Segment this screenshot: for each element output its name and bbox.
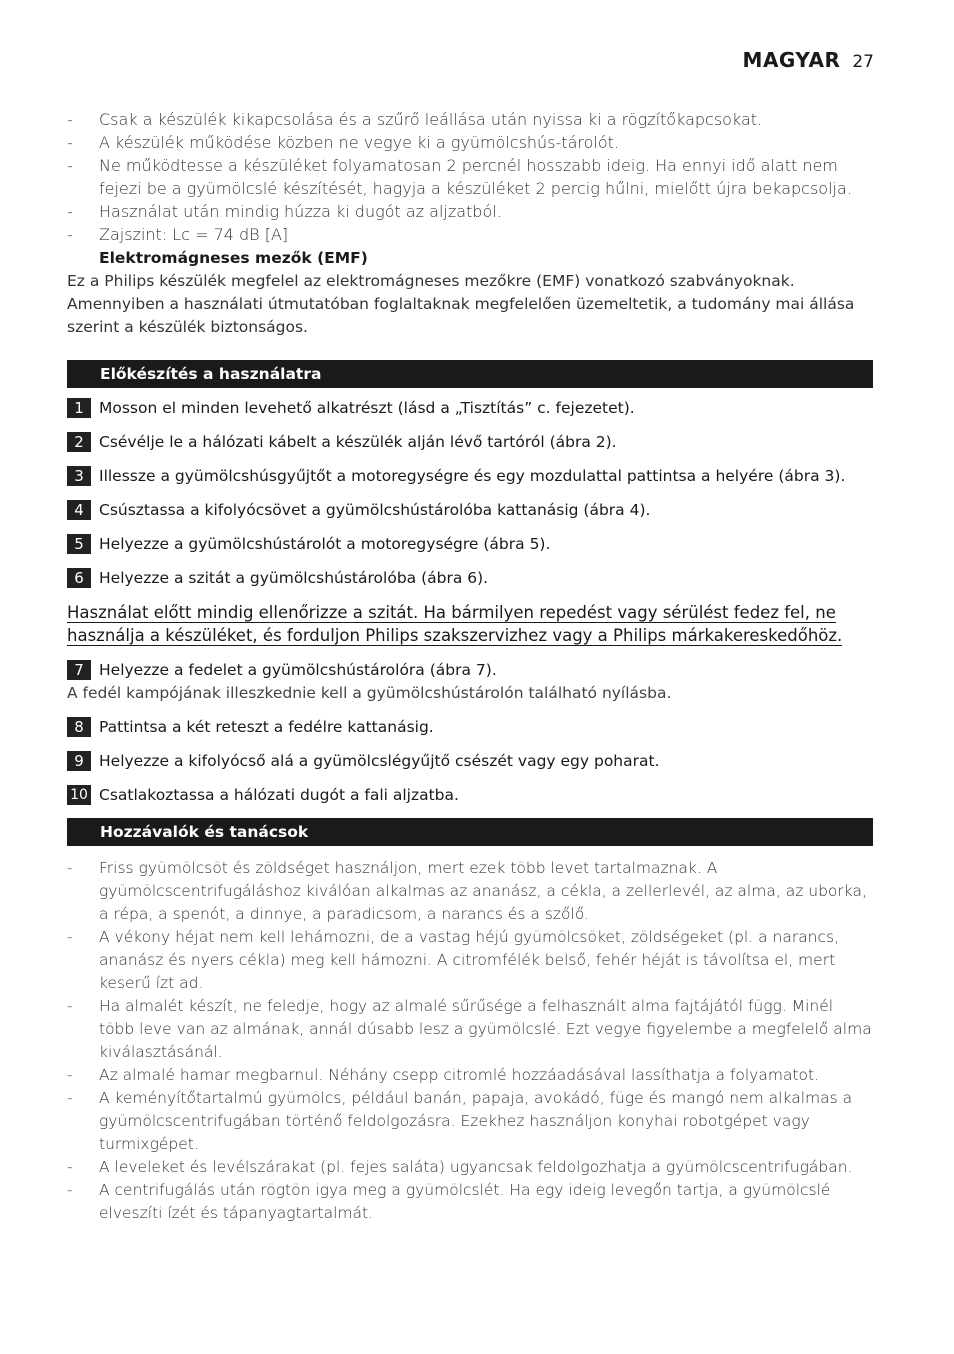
section-heading-tips: Hozzávalók és tanácsok xyxy=(67,818,873,846)
step-with-note xyxy=(67,659,873,705)
step-text: Csatlakoztassa a hálózati dugót a fali aljzatba. xyxy=(99,786,459,804)
step-text: Helyezze a szitát a gyümölcshústárolóba (ábra 6). xyxy=(99,569,489,587)
step-item xyxy=(67,659,873,682)
step-item xyxy=(67,465,873,488)
step-text: Helyezze a fedelet a gyümölcshústárolóra (ábra 7). xyxy=(99,661,497,679)
step-text: Csúsztassa a kifolyócsövet a gyümölcshústárolóba kattanásig (ábra 4). xyxy=(99,501,651,519)
emf-paragraph: Ez a Philips készülék megfelel az elektromágneses mezőkre (EMF) vonatkozó szabványoknak. Amennyiben a használati útmutatóban foglaltaknak megfelelően üzemeltetik, a tudomány mai állása szerint a készülék biztonságos. xyxy=(67,272,855,336)
list-item: - A centrifugálás után rögtön igya meg a gyümölcslét. Ha egy ideig levegőn tartja, a gyümölcslé elveszíti ízét és tápanyagtartalmát. xyxy=(67,1181,831,1222)
list-item: - Csak a készülék kikapcsolása és a szűrő leállása után nyissa ki a rögzítőkapcsokat. xyxy=(67,110,763,129)
step-text: Helyezze a gyümölcshústárolót a motoregységre (ábra 5). xyxy=(99,535,551,553)
step-text: Helyezze a kifolyócső alá a gyümölcslégyűjtő csészét vagy egy poharat. xyxy=(99,752,660,770)
step-number: 9 xyxy=(67,751,91,771)
list-item: - A vékony héjat nem kell lehámozni, de a vastag héjú gyümölcsöket, zöldségeket (pl. a narancs, ananász és nyers cékla) meg kell hámozni. A citromfélék belső, fehér héját is távolítsa el, mert keserű ízt ad. xyxy=(67,928,840,992)
step-item xyxy=(67,431,873,454)
page-content xyxy=(67,108,873,1225)
list-item: - Az almalé hamar megbarnul. Néhány csepp citromlé hozzáadásával lassíthatja a folyamatot. xyxy=(67,1066,820,1084)
list-item: - A készülék működése közben ne vegye ki a gyümölcshús-tárolót. xyxy=(67,133,619,152)
step-number: 2 xyxy=(67,432,91,452)
list-item-text: A centrifugálás után rögtön igya meg a gyümölcslét. Ha egy ideig levegőn tartja, a gyümölcslé elveszíti ízét és tápanyagtartalmát. xyxy=(99,1181,831,1222)
step-item xyxy=(67,533,873,556)
step-number: 3 xyxy=(67,466,91,486)
step-number: 10 xyxy=(67,785,91,805)
step-number: 4 xyxy=(67,500,91,520)
safety-bullet-list xyxy=(67,108,873,246)
step-item xyxy=(67,567,873,590)
step-number: 6 xyxy=(67,568,91,588)
tips-bullet-list xyxy=(67,857,873,1225)
list-item-text: Az almalé hamar megbarnul. Néhány csepp citromlé hozzáadásával lassíthatja a folyamatot. xyxy=(99,1066,820,1084)
list-item: - Használat után mindig húzza ki dugót az aljzatból. xyxy=(67,202,502,221)
page-header xyxy=(743,48,874,72)
list-item-text: A keményítőtartalmú gyümölcs, például banán, papaja, avokádó, füge és mangó nem alkalmas a gyümölcscentrifugában történő feldolgozásra. Ezekhez használjon konyhai robotgépet vagy turmixgépet. xyxy=(99,1089,853,1153)
step-note: A fedél kampójának illeszkednie kell a gyümölcshústárolón található nyílásba. xyxy=(67,684,672,702)
step-text: Mosson el minden levehető alkatrészt (lásd a „Tisztítás” c. fejezetet). xyxy=(99,399,635,417)
list-item-text: Friss gyümölcsöt és zöldséget használjon, mert ezek több levet tartalmaznak. A gyümölcscentrifugáláshoz kiválóan alkalmas az ananász, a cékla, a zellerlevél, az alma, az uborka, a répa, a spenót, a dinnye, a paradicsom, a narancs és a szőlő. xyxy=(99,859,867,923)
list-item: - A leveleket és levélszárakat (pl. fejes saláta) ugyancsak feldolgozhatja a gyümölcscentrifugában. xyxy=(67,1158,853,1176)
step-text: Pattintsa a két reteszt a fedélre kattanásig. xyxy=(99,718,434,736)
list-item: - A keményítőtartalmú gyümölcs, például banán, papaja, avokádó, füge és mangó nem alkalmas a gyümölcscentrifugában történő feldolgozásra. Ezekhez használjon konyhai robotgépet vagy turmixgépet. xyxy=(67,1089,853,1153)
list-item: - Friss gyümölcsöt és zöldséget használjon, mert ezek több levet tartalmaznak. A gyümölcscentrifugáláshoz kiválóan alkalmas az ananász, a cékla, a zellerlevél, az alma, az uborka, a répa, a spenót, a dinnye, a paradicsom, a narancs és a szőlő. xyxy=(67,859,867,923)
list-item-text: Zajszint: Lc = 74 dB [A] xyxy=(99,225,289,244)
step-item xyxy=(67,397,873,420)
preparation-steps xyxy=(67,397,873,807)
list-item-text: Használat után mindig húzza ki dugót az aljzatból. xyxy=(99,202,502,221)
page-number: 27 xyxy=(852,52,874,72)
step-item xyxy=(67,750,873,773)
list-item-text: Csak a készülék kikapcsolása és a szűrő leállása után nyissa ki a rögzítőkapcsokat. xyxy=(99,110,763,129)
list-item: - Zajszint: Lc = 74 dB [A] xyxy=(67,225,289,244)
list-item-text: A leveleket és levélszárakat (pl. fejes saláta) ugyancsak feldolgozhatja a gyümölcscentrifugában. xyxy=(99,1158,853,1176)
step-item xyxy=(67,784,873,807)
step-item xyxy=(67,499,873,522)
step-number: 5 xyxy=(67,534,91,554)
step-text: Illessze a gyümölcshúsgyűjtőt a motoregységre és egy mozdulattal pattintsa a helyére (ábra 3). xyxy=(99,467,846,485)
list-item-text: Ne működtesse a készüléket folyamatosan 2 percnél hosszabb ideig. Ha ennyi idő alatt nem fejezi be a gyümölcslé készítését, hagyja a készüléket 2 percig hűlni, mielőtt újra bekapcsolja. xyxy=(99,156,852,198)
list-item-text: A vékony héjat nem kell lehámozni, de a vastag héjú gyümölcsöket, zöldségeket (pl. a narancs, ananász és nyers cékla) meg kell hámozni. A citromfélék belső, fehér héját is távolítsa el, mert keserű ízt ad. xyxy=(99,928,840,992)
section-heading-preparation: Előkészítés a használatra xyxy=(67,360,873,388)
step-item xyxy=(67,716,873,739)
language-label: MAGYAR xyxy=(742,48,841,72)
step-number: 7 xyxy=(67,660,91,680)
emf-heading: Elektromágneses mezők (EMF) xyxy=(99,249,368,267)
list-item-text: Ha almalét készít, ne feledje, hogy az almalé sűrűsége a felhasznált alma fajtájától függ. Minél több leve van az almának, annál dúsabb lesz a gyümölcslé. Ezt vegye figyelembe a megfelelő alma kiválasztásánál. xyxy=(99,997,872,1061)
step-number: 1 xyxy=(67,398,91,418)
list-item: - Ne működtesse a készüléket folyamatosan 2 percnél hosszabb ideig. Ha ennyi idő alatt nem fejezi be a gyümölcslé készítését, hagyja a készüléket 2 percig hűlni, mielőtt újra bekapcsolja. xyxy=(67,156,852,198)
warning-text: Használat előtt mindig ellenőrizze a szitát. Ha bármilyen repedést vagy sérülést fedez fel, ne használja a készüléket, és forduljon Philips szakszervizhez vagy a Philips márkakereskedőhöz. xyxy=(67,603,843,645)
list-item-text: A készülék működése közben ne vegye ki a gyümölcshús-tárolót. xyxy=(99,133,619,152)
step-text: Csévélje le a hálózati kábelt a készülék alján lévő tartóról (ábra 2). xyxy=(99,433,617,451)
list-item: - Ha almalét készít, ne feledje, hogy az almalé sűrűsége a felhasznált alma fajtájától függ. Minél több leve van az almának, annál dúsabb lesz a gyümölcslé. Ezt vegye figyelembe a megfelelő alma kiválasztásánál. xyxy=(67,997,872,1061)
sieve-warning xyxy=(67,601,873,647)
step-number: 8 xyxy=(67,717,91,737)
